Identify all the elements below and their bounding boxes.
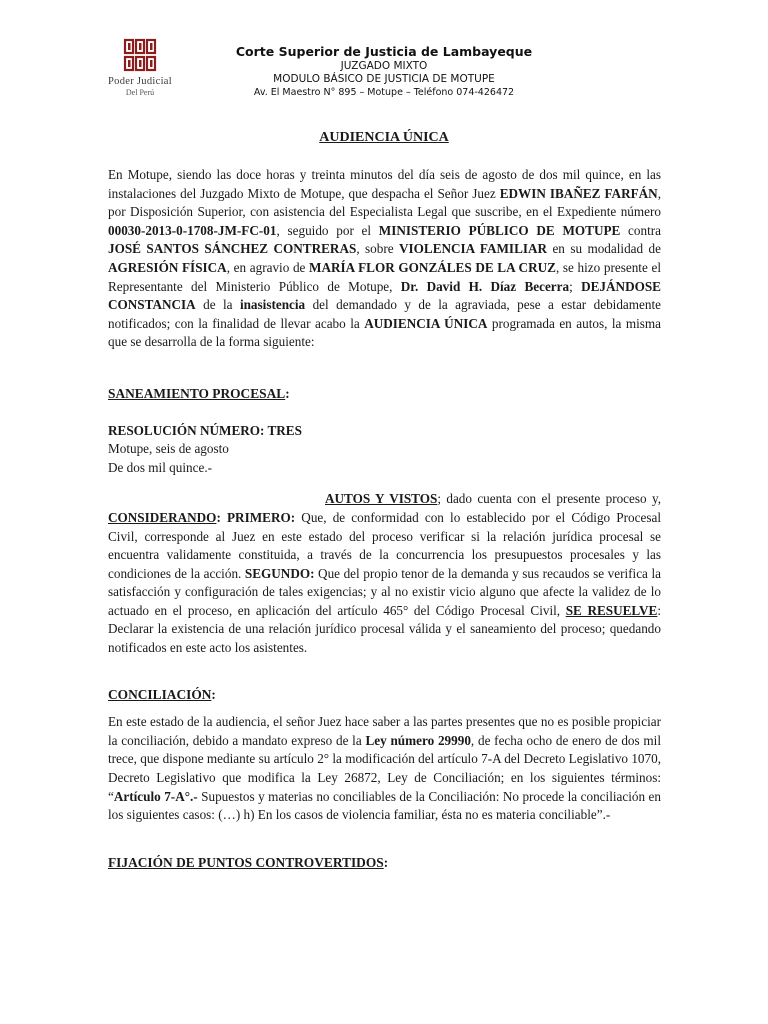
poder-judicial-emblem-icon bbox=[123, 38, 157, 72]
primero: PRIMERO: bbox=[227, 509, 296, 525]
resolucion-block bbox=[108, 422, 661, 478]
autos-text-5: : Declarar la existencia de una relación jurídico procesal válida y el saneamiento del proceso; quedando notificados en este acto los asistentes. bbox=[108, 602, 662, 656]
fiscal-name: Dr. David H. Díaz Becerra bbox=[400, 278, 570, 294]
intro-text-10: de la bbox=[195, 297, 240, 313]
saneamiento-heading-text: SANEAMIENTO PROCESAL bbox=[108, 385, 286, 401]
document-title: AUDIENCIA ÚNICA bbox=[319, 130, 449, 145]
audiencia-unica: AUDIENCIA ÚNICA bbox=[364, 315, 488, 331]
autos-text-3: Que, de conformidad con lo establecido por el Código Procesal Civil, corresponde al Juez en este estado del proceso verificar si la relación jurídica procesal se encuentra validamente constituida, a través de la concurrencia los presupuestos procesales y las condiciones de la acción. bbox=[108, 509, 661, 581]
intro-text-11: del demandado y de la agraviada, pese a estar debidamente notificados; con la finalidad de llevar acabo la bbox=[108, 297, 661, 331]
inasistencia: inasistencia bbox=[239, 297, 306, 313]
fijacion-colon: : bbox=[383, 854, 389, 870]
ministerio-publico: MINISTERIO PÚBLICO DE MOTUPE bbox=[378, 222, 621, 238]
concil-text-2: , de fecha ocho de enero de dos mil trece, que dispone mediante su artículo 2° la modificación del artículo 7-A del Decreto Legislativo 1070, Decreto Legislativo que modifica la Ley 26872, Ley de Conciliación; en los siguientes términos: “ bbox=[108, 732, 661, 804]
saneamiento-heading bbox=[108, 385, 661, 404]
concil-text-3: Supuestos y materias no conciliables de la Conciliación: No procede la conciliación en los siguientes casos: (…) h) En los casos de violencia familiar, ésta no es materia conciliable”.- bbox=[108, 788, 661, 823]
modalidad: AGRESIÓN FÍSICA bbox=[108, 259, 227, 275]
se-resuelve: SE RESUELVE bbox=[565, 602, 658, 618]
conciliacion-heading bbox=[108, 686, 661, 705]
constancia: DEJÁNDOSE CONSTANCIA bbox=[108, 278, 661, 313]
agraviada-name: MARÍA FLOR GONZÁLES DE LA CRUZ bbox=[309, 259, 556, 275]
conciliacion-paragraph bbox=[108, 713, 661, 825]
ley-29990: Ley número 29990 bbox=[365, 732, 471, 748]
autos-y-vistos: AUTOS Y VISTOS bbox=[325, 491, 438, 507]
saneamiento-colon: : bbox=[285, 385, 290, 401]
resolucion-date-line2: De dos mil quince.- bbox=[108, 459, 213, 475]
document-header bbox=[195, 44, 573, 99]
intro-text-7: , en agravio de bbox=[226, 259, 310, 275]
judge-name: EDWIN IBAÑEZ FARFÁN bbox=[499, 185, 658, 201]
document-body bbox=[108, 166, 661, 872]
logo-line1: Poder Judicial bbox=[108, 76, 172, 87]
autos-text-2: : bbox=[216, 509, 227, 525]
fijacion-heading-text: FIJACIÓN DE PUNTOS CONTROVERTIDOS bbox=[108, 854, 384, 870]
fijacion-heading bbox=[108, 854, 661, 873]
resolucion-date-line1: Motupe, seis de agosto bbox=[108, 441, 229, 457]
intro-text-9: ; bbox=[569, 278, 582, 294]
articulo-7a: Artículo 7-A°.- bbox=[113, 788, 198, 804]
autos-paragraph bbox=[108, 490, 661, 657]
considerando: CONSIDERANDO bbox=[108, 509, 217, 525]
court-name: Corte Superior de Justicia de Lambayeque bbox=[235, 44, 533, 59]
demandado-name: JOSÉ SANTOS SÁNCHEZ CONTRERAS bbox=[108, 241, 357, 257]
poder-judicial-logo bbox=[100, 38, 180, 97]
conciliacion-colon: : bbox=[211, 686, 216, 702]
concil-text-1: En este estado de la audiencia, el señor Juez hace saber a las partes presentes que no es posible propiciar la conciliación, debido a mandato expreso de la bbox=[108, 714, 661, 748]
intro-paragraph bbox=[108, 166, 661, 352]
intro-text-8: , se hizo presente el Representante del Ministerio Público de Motupe, bbox=[108, 259, 661, 294]
modulo-name: MODULO BÁSICO DE JUSTICIA DE MOTUPE bbox=[273, 73, 495, 85]
conciliacion-heading-text: CONCILIACIÓN bbox=[108, 686, 212, 702]
logo-line2: Del Perú bbox=[125, 88, 155, 97]
court-address: Av. El Maestro N° 895 – Motupe – Teléfono 074-426472 bbox=[253, 87, 515, 98]
intro-text-6: en su modalidad de bbox=[547, 241, 661, 257]
intro-text-4: contra bbox=[620, 222, 662, 238]
intro-text-3: , seguido por el bbox=[276, 222, 379, 238]
juzgado-name: JUZGADO MIXTO bbox=[340, 60, 428, 72]
materia: VIOLENCIA FAMILIAR bbox=[399, 241, 548, 257]
segundo: SEGUNDO: bbox=[244, 565, 315, 581]
expediente-number: 00030-2013-0-1708-JM-FC-01 bbox=[108, 222, 277, 238]
intro-text-12: programada en autos, la misma que se desarrolla de la forma siguiente: bbox=[108, 315, 662, 350]
intro-text-2: , por Disposición Superior, con asistencia del Especialista Legal que suscribe, en el Expediente número bbox=[108, 185, 661, 220]
autos-text-1: ; dado cuenta con el presente proceso y, bbox=[437, 491, 661, 507]
resolucion-number: RESOLUCIÓN NÚMERO: TRES bbox=[108, 422, 302, 438]
intro-text-5: , sobre bbox=[356, 241, 399, 257]
intro-text-1: En Motupe, siendo las doce horas y treinta minutos del día seis de agosto de dos mil quince, en las instalaciones del Juzgado Mixto de Motupe, que despacha el Señor Juez bbox=[108, 167, 661, 201]
autos-text-4: Que del propio tenor de la demanda y sus recaudos se verifica la satisfacción y configuración de tales exigencias; y al no existir vicio alguno que afecte la validez de lo actuado en el proceso, en aplicación del artículo 465° del Código Procesal Civil, bbox=[108, 565, 661, 618]
